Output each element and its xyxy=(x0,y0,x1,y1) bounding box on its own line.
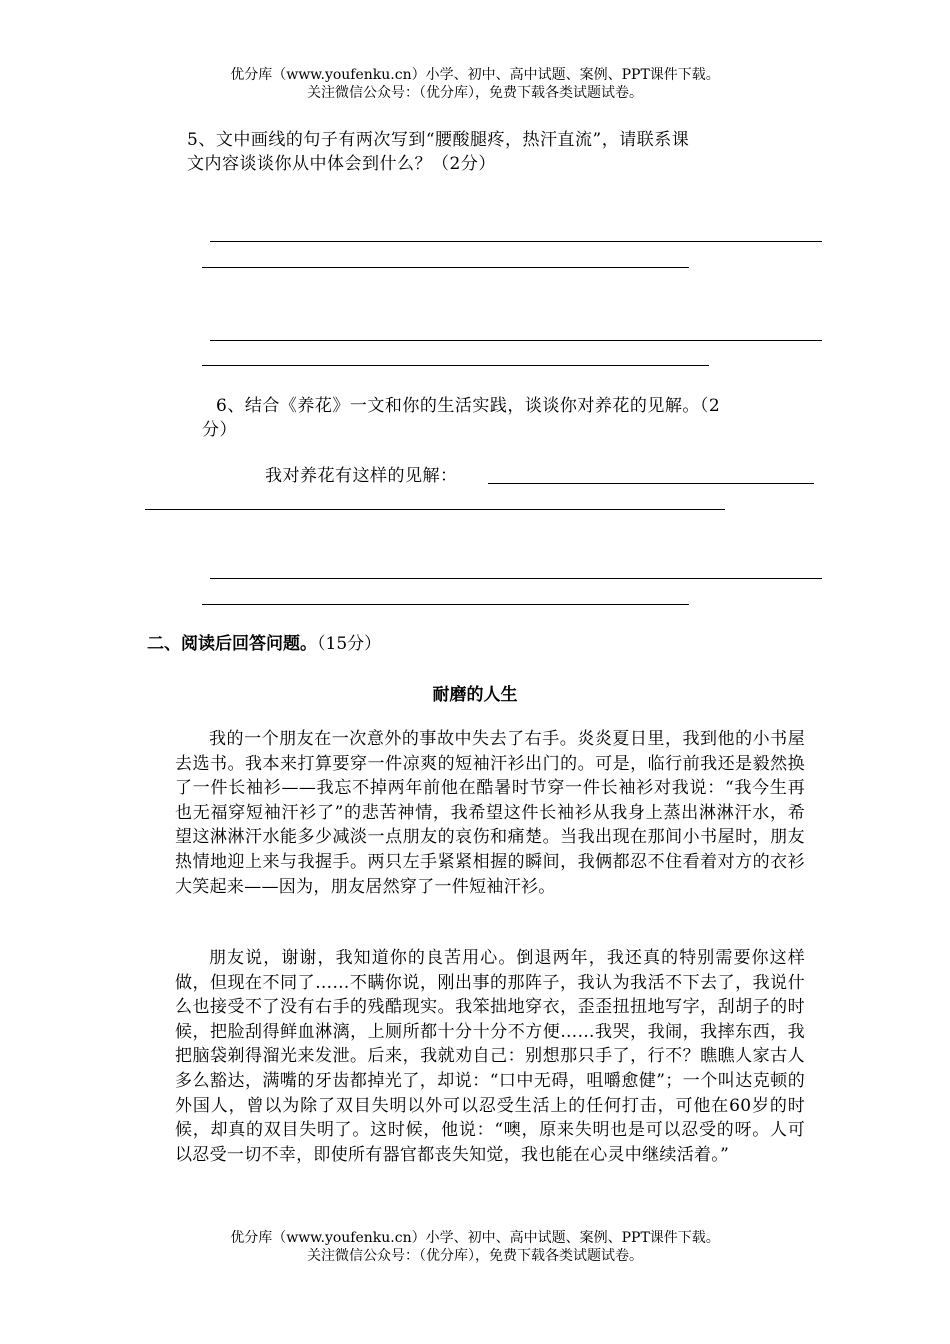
article-paragraph-1: 我的一个朋友在一次意外的事故中失去了右手。炎炎夏日里，我到他的小书屋去选书。我本来打算要穿一件凉爽的短袖汗衫出门的。可是，临行前我还是毅然换了一件长袖衫——我忘不掉两年前他在酷暑时节穿一件长袖衫对我说：“我今生再也无福穿短袖汗衫了”的悲苦神情，我希望这件长袖衫从我身上蒸出淋淋汗水，希望这淋淋汗水能多少减淡一点朋友的哀伤和痛楚。当我出现在那间小书屋时，朋友热情地迎上来与我握手。两只左手紧紧相握的瞬间，我俩都忍不住看着对方的衣衫大笑起来——因为，朋友居然穿了一件短袖汗衫。 xyxy=(175,729,805,897)
section-2-heading xyxy=(147,632,381,656)
page-header xyxy=(0,66,950,102)
question-6 xyxy=(202,394,720,442)
answer-line[interactable] xyxy=(210,241,822,242)
question-5 xyxy=(187,128,689,176)
section-2-score: （15分） xyxy=(317,634,382,654)
question-5-line-2: 文内容谈谈你从中体会到什么？（2分） xyxy=(187,154,496,174)
question-5-line-1: 5、文中画线的句子有两次写到“腰酸腿疼，热汗直流”，请联系课 xyxy=(187,130,690,150)
question-6-line-2: 分） xyxy=(202,420,237,440)
header-line-1: 优分库（www.youfenku.cn）小学、初中、高中试题、案例、PPT课件下载。 xyxy=(230,67,720,83)
article-title: 耐磨的人生 xyxy=(432,685,518,705)
header-line-2: 关注微信公众号：（优分库），免费下载各类试题试卷。 xyxy=(307,85,643,101)
footer-line-2: 关注微信公众号：（优分库），免费下载各类试题试卷。 xyxy=(307,1248,643,1264)
answer-line[interactable] xyxy=(210,340,822,341)
answer-line[interactable] xyxy=(210,578,822,579)
footer-line-1: 优分库（www.youfenku.cn）小学、初中、高中试题、案例、PPT课件下载。 xyxy=(230,1230,720,1246)
answer-line[interactable] xyxy=(202,365,709,366)
answer-line[interactable] xyxy=(145,509,725,510)
answer-line[interactable] xyxy=(488,483,814,484)
article-paragraph-2: 朋友说，谢谢，我知道你的良苦用心。倒退两年，我还真的特别需要你这样做，但现在不同了……不瞒你说，刚出事的那阵子，我认为我活不下去了，我说什么也接受不了没有右手的残酷现实。我笨拙地穿衣，歪歪扭扭地写字，刮胡子的时候，把脸刮得鲜血淋漓，上厕所都十分十分不方便……我哭，我闹，我摔东西，我把脑袋剃得溜光来发泄。后来，我就劝自己：别想那只手了，行不？瞧瞧人家古人多么豁达，满嘴的牙齿都掉光了，却说：“口中无碍，咀嚼愈健”；一个叫达克顿的外国人，曾以为除了双目失明以外可以忍受生活上的任何打击，可他在60岁的时候，却真的双目失明了。这时候，他说：“噢，原来失明也是可以忍受的呀。人可以忍受一切不幸，即使所有器官都丧失知觉，我也能在心灵中继续活着。” xyxy=(175,948,805,1165)
answer-line[interactable] xyxy=(202,604,689,605)
answer-line[interactable] xyxy=(202,267,689,268)
question-6-line-1: 6、结合《养花》一文和你的生活实践，谈谈你对养花的见解。（2 xyxy=(216,396,721,416)
section-2-title: 二、阅读后回答问题。 xyxy=(147,634,317,654)
question-6-prompt: 我对养花有这样的见解： xyxy=(265,466,458,486)
page-footer xyxy=(0,1229,950,1265)
